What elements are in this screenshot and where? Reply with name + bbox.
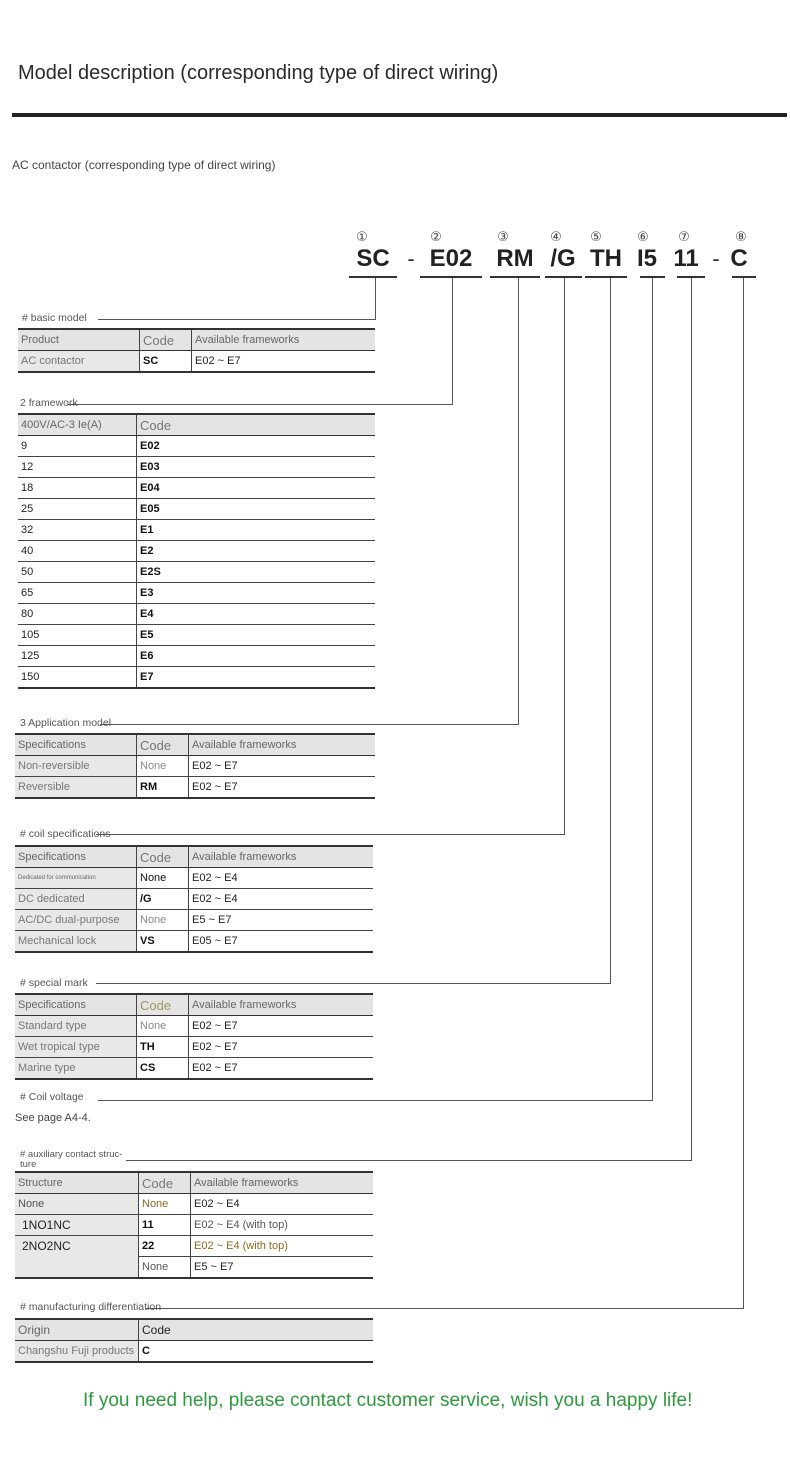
- cell-spec: Wet tropical type: [15, 1037, 137, 1058]
- table-row: [18, 351, 375, 373]
- cell-frameworks: E02 ~ E7: [189, 1037, 374, 1058]
- section-label-basic-model: # basic model: [22, 312, 87, 324]
- table-row: [15, 756, 375, 777]
- cell-current: 65: [18, 583, 137, 604]
- section-label-special-mark: # special mark: [20, 977, 88, 989]
- table-header-row: [15, 734, 375, 756]
- header-spec: Specifications: [15, 846, 137, 868]
- connector-v-7: [691, 278, 692, 1161]
- code-seg-sc: SC: [356, 245, 390, 272]
- cell-frameworks: E02 ~ E4: [191, 1194, 374, 1215]
- page-subtitle: AC contactor (corresponding type of direct wiring): [12, 158, 276, 172]
- help-message: If you need help, please contact customer service, wish you a happy life!: [83, 1390, 693, 1411]
- underline-8: [732, 276, 756, 278]
- table-row: [18, 457, 375, 478]
- table-row: [15, 1257, 373, 1279]
- connector-h-8: [146, 1308, 744, 1309]
- cell-code: E04: [137, 478, 376, 499]
- cell-code: None: [137, 1016, 189, 1037]
- table-header-row: [15, 846, 373, 868]
- connector-v-2: [452, 278, 453, 405]
- cell-code: E5: [137, 625, 376, 646]
- cell-code: E05: [137, 499, 376, 520]
- table-header-row: [18, 414, 375, 436]
- table-row: [18, 562, 375, 583]
- cell-structure: None: [15, 1194, 139, 1215]
- header-frameworks: Available frameworks: [189, 994, 374, 1016]
- connector-v-8: [743, 278, 744, 1309]
- table-row: [15, 1236, 373, 1257]
- application-table: [15, 733, 375, 799]
- code-seg-voltage: I5: [636, 245, 657, 272]
- connector-h-2: [68, 404, 453, 405]
- header-current: 400V/AC-3 Ie(A): [18, 414, 137, 436]
- connector-v-1: [375, 278, 376, 320]
- basic-model-table: [18, 328, 375, 373]
- cell-code: E2S: [137, 562, 376, 583]
- connector-h-1: [98, 319, 376, 320]
- cell-current: 80: [18, 604, 137, 625]
- table-row: [18, 646, 375, 667]
- cell-spec: Standard type: [15, 1016, 137, 1037]
- section-label-framework: 2 framework: [20, 397, 78, 409]
- connector-h-5: [96, 983, 611, 984]
- circle-2: ②: [430, 229, 442, 244]
- code-seg-aux: 11: [673, 245, 699, 272]
- cell-spec: Dedicated for communication: [15, 868, 137, 889]
- connector-h-3: [100, 724, 519, 725]
- header-frameworks: Available frameworks: [189, 846, 374, 868]
- connector-v-4: [564, 278, 565, 835]
- framework-table: [18, 413, 375, 689]
- cell-code: E6: [137, 646, 376, 667]
- table-row: [18, 667, 375, 689]
- cell-structure: [15, 1257, 139, 1279]
- cell-structure: 2NO2NC: [15, 1236, 139, 1257]
- table-row: [15, 910, 373, 931]
- table-header-row: [15, 1172, 373, 1194]
- cell-current: 105: [18, 625, 137, 646]
- cell-structure: 1NO1NC: [15, 1215, 139, 1236]
- cell-code: 11: [139, 1215, 191, 1236]
- coil-voltage-note: See page A4-4.: [15, 1112, 91, 1124]
- cell-frameworks: E02 ~ E4: [189, 868, 374, 889]
- cell-spec: Mechanical lock: [15, 931, 137, 953]
- table-row: [18, 604, 375, 625]
- connector-h-7: [126, 1160, 692, 1161]
- header-frameworks: Available frameworks: [191, 1172, 374, 1194]
- cell-code: E2: [137, 541, 376, 562]
- cell-code: E02: [137, 436, 376, 457]
- underline-1: [349, 276, 397, 278]
- table-row: [15, 1194, 373, 1215]
- title-divider: [12, 113, 787, 117]
- cell-code: E1: [137, 520, 376, 541]
- table-row: [15, 777, 375, 799]
- table-row: [15, 1341, 373, 1363]
- table-row: [15, 1058, 373, 1080]
- table-row: [18, 583, 375, 604]
- table-row: [15, 1016, 373, 1037]
- header-code: Code: [140, 329, 192, 351]
- header-spec: Specifications: [15, 734, 137, 756]
- cell-current: 18: [18, 478, 137, 499]
- header-code: Code: [137, 734, 189, 756]
- cell-frameworks: E5 ~ E7: [189, 910, 374, 931]
- cell-frameworks: E02 ~ E7: [189, 1016, 374, 1037]
- circle-3: ③: [497, 229, 509, 244]
- cell-current: 50: [18, 562, 137, 583]
- table-row: [18, 478, 375, 499]
- circle-6: ⑥: [637, 229, 649, 244]
- table-row: [15, 889, 373, 910]
- table-row: [15, 1215, 373, 1236]
- table-row: [18, 541, 375, 562]
- cell-code: 22: [139, 1236, 191, 1257]
- aux-contact-table: [15, 1171, 373, 1279]
- header-code: Code: [137, 414, 376, 436]
- header-frameworks: Available frameworks: [189, 734, 376, 756]
- header-code: Code: [139, 1319, 374, 1341]
- header-spec: Specifications: [15, 994, 137, 1016]
- circle-1: ①: [356, 229, 368, 244]
- cell-frameworks: E02 ~ E7: [192, 351, 376, 373]
- cell-code: None: [139, 1194, 191, 1215]
- header-structure: Structure: [15, 1172, 139, 1194]
- code-dash-1: -: [407, 246, 415, 271]
- cell-current: 12: [18, 457, 137, 478]
- code-seg-coil: /G: [550, 245, 576, 272]
- page-title: Model description (corresponding type of direct wiring): [18, 62, 499, 84]
- section-label-coil-voltage: # Coil voltage: [20, 1091, 84, 1103]
- connector-v-6: [652, 278, 653, 1101]
- cell-frameworks: E02 ~ E4 (with top): [191, 1236, 374, 1257]
- table-header-row: [18, 329, 375, 351]
- cell-code: None: [137, 756, 189, 777]
- cell-spec: AC/DC dual-purpose: [15, 910, 137, 931]
- cell-current: 125: [18, 646, 137, 667]
- cell-code: None: [137, 910, 189, 931]
- cell-spec: DC dedicated: [15, 889, 137, 910]
- connector-v-5: [610, 278, 611, 984]
- table-row: [18, 520, 375, 541]
- cell-frameworks: E02 ~ E7: [189, 756, 376, 777]
- code-seg-app: RM: [496, 245, 534, 272]
- circle-8: ⑧: [735, 229, 747, 244]
- table-row: [15, 931, 373, 953]
- header-origin: Origin: [15, 1319, 139, 1341]
- cell-spec: Marine type: [15, 1058, 137, 1080]
- table-row: [15, 868, 373, 889]
- cell-code: TH: [137, 1037, 189, 1058]
- header-code: Code: [137, 846, 189, 868]
- code-seg-mark: TH: [590, 245, 622, 272]
- code-seg-frame: E02: [429, 245, 473, 272]
- circle-7: ⑦: [678, 229, 690, 244]
- cell-code: E4: [137, 604, 376, 625]
- connector-h-6: [98, 1100, 653, 1101]
- cell-code: C: [139, 1341, 374, 1363]
- underline-5: [585, 276, 627, 278]
- section-label-manufacturing: # manufacturing differentiation: [20, 1301, 162, 1313]
- cell-frameworks: E5 ~ E7: [191, 1257, 374, 1279]
- table-row: [18, 625, 375, 646]
- cell-code: SC: [140, 351, 192, 373]
- cell-spec: Non-reversible: [15, 756, 137, 777]
- cell-current: 40: [18, 541, 137, 562]
- cell-frameworks: E02 ~ E7: [189, 777, 376, 799]
- circle-5: ⑤: [590, 229, 602, 244]
- cell-code: None: [137, 868, 189, 889]
- table-row: [18, 499, 375, 520]
- cell-code: /G: [137, 889, 189, 910]
- table-header-row: [15, 994, 373, 1016]
- cell-current: 25: [18, 499, 137, 520]
- connector-v-3: [518, 278, 519, 725]
- manufacturing-table: [15, 1318, 373, 1363]
- cell-frameworks: E05 ~ E7: [189, 931, 374, 953]
- header-frameworks: Available frameworks: [192, 329, 376, 351]
- cell-code: E03: [137, 457, 376, 478]
- table-row: [18, 436, 375, 457]
- section-label-aux-contact: # auxiliary contact struc-ture: [20, 1149, 123, 1170]
- coil-spec-table: [15, 845, 373, 953]
- cell-code: RM: [137, 777, 189, 799]
- underline-2: [420, 276, 482, 278]
- cell-code: CS: [137, 1058, 189, 1080]
- table-row: [15, 1037, 373, 1058]
- cell-code: None: [139, 1257, 191, 1279]
- cell-frameworks: E02 ~ E7: [189, 1058, 374, 1080]
- cell-current: 9: [18, 436, 137, 457]
- special-mark-table: [15, 993, 373, 1080]
- cell-code: VS: [137, 931, 189, 953]
- header-code: Code: [137, 994, 189, 1016]
- cell-current: 32: [18, 520, 137, 541]
- header-product: Product: [18, 329, 140, 351]
- cell-current: 150: [18, 667, 137, 689]
- code-dash-2: -: [712, 246, 720, 271]
- connector-h-4: [96, 834, 565, 835]
- table-header-row: [15, 1319, 373, 1341]
- cell-code: E7: [137, 667, 376, 689]
- cell-origin: Changshu Fuji products: [15, 1341, 139, 1363]
- underline-3: [490, 276, 540, 278]
- circle-4: ④: [550, 229, 562, 244]
- cell-frameworks: E02 ~ E4 (with top): [191, 1215, 374, 1236]
- cell-product: AC contactor: [18, 351, 140, 373]
- cell-frameworks: E02 ~ E4: [189, 889, 374, 910]
- section-label-coil-spec: # coil specifications: [20, 828, 111, 840]
- cell-spec: Reversible: [15, 777, 137, 799]
- header-code: Code: [139, 1172, 191, 1194]
- section-label-application: 3 Application model: [20, 717, 112, 729]
- code-seg-origin: C: [730, 245, 748, 272]
- cell-code: E3: [137, 583, 376, 604]
